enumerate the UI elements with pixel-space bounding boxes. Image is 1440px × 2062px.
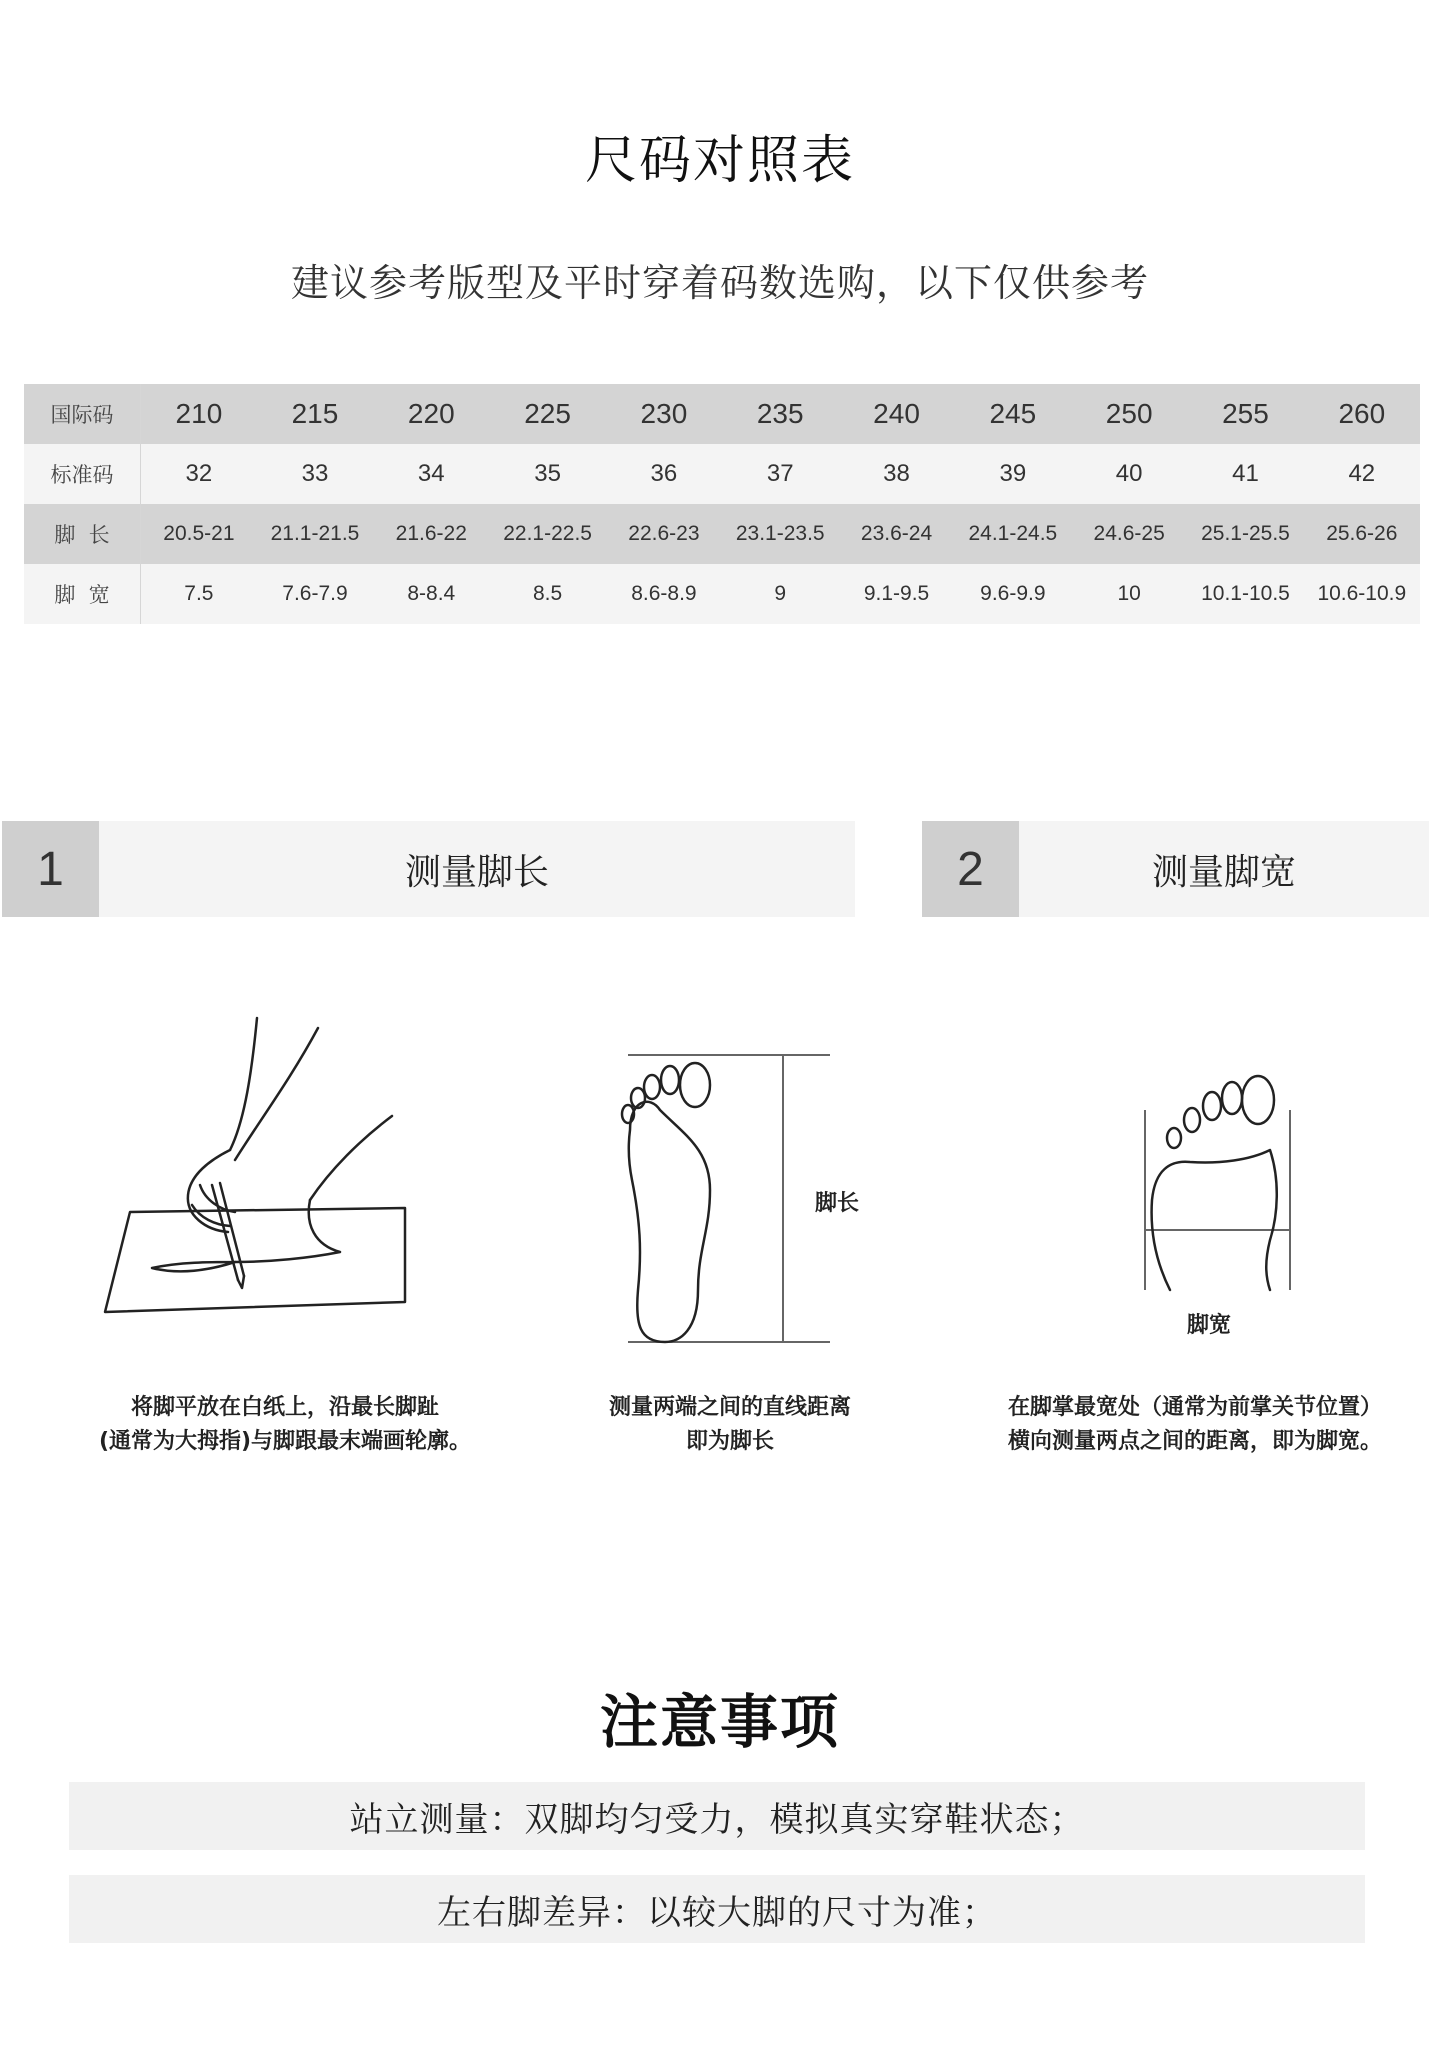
size-table-cell: 9 [774,582,787,605]
size-table-cell: 35 [534,460,561,487]
caption-width-line-2: 横向测量两点之间的距离，即为脚宽。 [1007,1429,1382,1454]
size-table-cell: 32 [185,460,213,487]
size-table-cell: 225 [524,398,571,429]
size-table-cell: 240 [873,398,920,429]
size-chart-table [24,384,1420,624]
section-2-number: 2 [922,821,1019,917]
foot-width-label: 脚宽 [1187,1313,1232,1338]
trace-foot-illustration [60,1000,440,1340]
size-table-cell: 210 [175,398,223,429]
size-table-cell: 38 [883,460,910,487]
size-table-cell: 10 [1117,582,1141,605]
size-table-cell: 21.1-21.5 [270,522,360,545]
caption-width [960,1391,1430,1459]
size-table-cell: 40 [1115,460,1143,487]
size-table-cell: 34 [417,460,445,487]
size-table-cell: 22.1-22.5 [503,522,592,545]
size-table-row-header: 脚 宽 [24,564,141,624]
size-table-cell: 22.6-23 [628,522,700,545]
size-table-cell: 250 [1105,398,1153,429]
section-1-number: 1 [2,821,99,917]
size-table-cell: 36 [650,460,678,487]
note-item: 站立测量：双脚均匀受力，模拟真实穿鞋状态； [69,1782,1365,1850]
size-table-cell: 8.6-8.9 [631,582,697,605]
size-table-cell: 10.1-10.5 [1201,582,1290,605]
size-table-cell: 37 [766,460,794,487]
foot-width-illustration [1130,1040,1330,1300]
size-table-cell: 8-8.4 [407,582,456,605]
size-table-cell: 245 [989,398,1037,429]
page-title: 尺码对照表 [584,131,855,191]
caption-length-line-2: 即为脚长 [685,1429,774,1454]
size-table-cell: 260 [1338,398,1386,429]
size-table-row [24,384,1420,444]
page-subtitle: 建议参考版型及平时穿着码数选购，以下仅供参考 [290,261,1149,305]
size-table-cell: 10.6-10.9 [1317,582,1407,605]
size-table-cell: 215 [291,398,339,429]
size-table-row [24,504,1420,564]
size-table-cell: 8.5 [532,582,563,605]
size-table-cell: 7.5 [184,582,214,605]
size-table-cell: 24.1-24.5 [968,522,1058,545]
section-1-label: 测量脚长 [99,821,855,917]
caption-width-line-1: 在脚掌最宽处（通常为前掌关节位置） [1007,1395,1382,1420]
size-table-row-header: 脚 长 [24,504,141,564]
section-2-label: 测量脚宽 [1019,821,1429,917]
caption-trace-line-2: (通常为大拇指)与脚跟最末端画轮廓。 [98,1429,472,1454]
size-table-row-header: 国际码 [24,384,141,444]
size-table-cell: 23.1-23.5 [735,522,825,545]
size-table-cell: 23.6-24 [860,522,933,545]
size-table-row-header: 标准码 [24,444,141,504]
size-table-cell: 9.1-9.5 [863,582,930,605]
size-table-cell: 41 [1232,460,1259,487]
size-table-row [24,564,1420,624]
size-table-cell: 255 [1222,398,1269,429]
size-table-cell: 9.6-9.9 [980,582,1046,605]
size-table-cell: 20.5-21 [163,522,235,545]
size-table-cell: 33 [301,460,329,487]
caption-length-line-1: 测量两端之间的直线距离 [608,1395,851,1420]
size-table-cell: 235 [756,398,804,429]
size-table-cell: 42 [1348,460,1376,487]
caption-trace-line-1: 将脚平放在白纸上，沿最长脚趾 [130,1395,439,1420]
size-table-cell: 230 [640,398,688,429]
size-table-row [24,444,1420,504]
size-table-cell: 25.6-26 [1326,522,1398,545]
size-table-cell: 24.6-25 [1093,522,1165,545]
notes-title: 注意事项 [599,1688,840,1756]
caption-length [560,1391,900,1459]
size-table-cell: 21.6-22 [395,522,467,545]
caption-trace [20,1391,550,1459]
size-table-cell: 7.6-7.9 [282,582,348,605]
size-table-cell: 220 [407,398,455,429]
note-item: 左右脚差异：以较大脚的尺寸为准； [69,1875,1365,1943]
size-table-cell: 39 [999,460,1027,487]
foot-length-label: 脚长 [815,1191,860,1216]
size-table-cell: 25.1-25.5 [1201,522,1290,545]
